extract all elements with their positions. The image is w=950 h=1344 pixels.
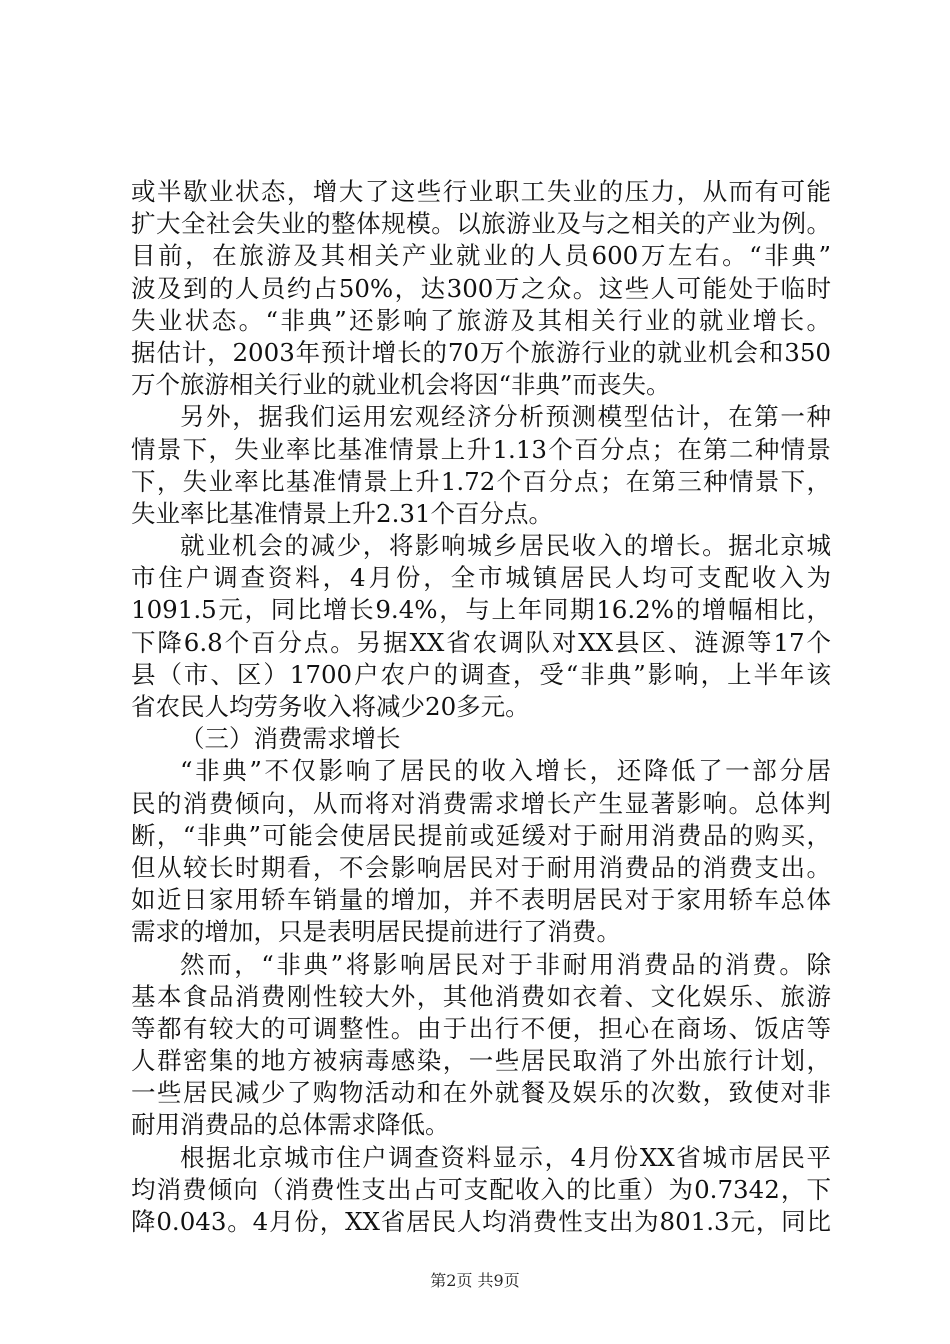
text-line: 均消费倾向（消费性支出占可支配收入的比重）为0.7342，下 [131,1174,831,1204]
page-footer [0,1268,950,1291]
text-line: 一些居民减少了购物活动和在外就餐及娱乐的次数，致使对非 [131,1078,831,1108]
text-line: 人群密集的地方被病毒感染，一些居民取消了外出旅行计划， [131,1046,831,1076]
text-line: 但从较长时期看，不会影响居民对于耐用消费品的消费支出。 [131,852,831,882]
text-line: 耐用消费品的总体需求降低。 [131,1110,450,1140]
text-line: 市住户调查资料，4月份，全市城镇居民人均可支配收入为 [131,563,831,593]
text-line: “非典”不仅影响了居民的收入增长，还降低了一部分居 [180,756,831,786]
text-line: 省农民人均劳务收入将减少20多元。 [131,692,530,721]
text-line: 波及到的人员约占50%，达300万之众。这些人可能处于临时 [131,273,831,303]
text-line: 等都有较大的可调整性。由于出行不便，担心在商场、饭店等 [131,1013,831,1043]
text-line: 下，失业率比基准情景上升1.72个百分点；在第三种情景下， [131,466,831,496]
text-line: 情景下，失业率比基准情景上升1.13个百分点；在第二种情景 [131,434,831,464]
text-line: 然而，“非典”将影响居民对于非耐用消费品的消费。除 [180,949,831,979]
document-body [131,176,831,1238]
text-line: 如近日家用轿车销量的增加，并不表明居民对于家用轿车总体 [131,885,831,915]
text-line: 或半歇业状态，增大了这些行业职工失业的压力，从而有可能 [131,177,831,206]
page-number-label: 第2页 共9页 [430,1271,520,1290]
text-line: 降0.043。4月份，XX省居民人均消费性支出为801.3元，同比 [131,1207,831,1236]
text-line: 另外，据我们运用宏观经济分析预测模型估计，在第一种 [180,402,831,432]
text-line: 据估计，2003年预计增长的70万个旅游行业的就业机会和350 [131,337,831,367]
text-line: 失业状态。“非典”还影响了旅游及其相关行业的就业增长。 [131,305,831,335]
text-line: 需求的增加，只是表明居民提前进行了消费。 [131,917,621,947]
text-line: 民的消费倾向，从而将对消费需求增长产生显著影响。总体判 [131,788,831,818]
text-line: 万个旅游相关行业的就业机会将因“非典”而丧失。 [131,370,671,400]
text-line: 目前，在旅游及其相关产业就业的人员600万左右。“非典” [131,241,831,271]
text-line: 扩大全社会失业的整体规模。以旅游业及与之相关的产业为例。 [131,209,831,239]
section-heading: （三）消费需求增长 [180,724,401,754]
text-line: 根据北京城市住户调查资料显示，4月份XX省城市居民平 [180,1142,831,1172]
text-line: 县（市、区）1700户农户的调查，受“非典”影响，上半年该 [131,659,831,689]
text-line: 失业率比基准情景上升2.31个百分点。 [131,498,554,528]
text-line: 就业机会的减少，将影响城乡居民收入的增长。据北京城 [180,531,831,561]
text-line: 断，“非典”可能会使居民提前或延缓对于耐用消费品的购买， [131,820,831,850]
text-line: 下降6.8个百分点。另据XX省农调队对XX县区、涟源等17个 [131,627,831,657]
text-line: 1091.5元，同比增长9.4%，与上年同期16.2%的增幅相比， [131,595,831,625]
text-line: 基本食品消费刚性较大外，其他消费如衣着、文化娱乐、旅游 [131,981,831,1011]
